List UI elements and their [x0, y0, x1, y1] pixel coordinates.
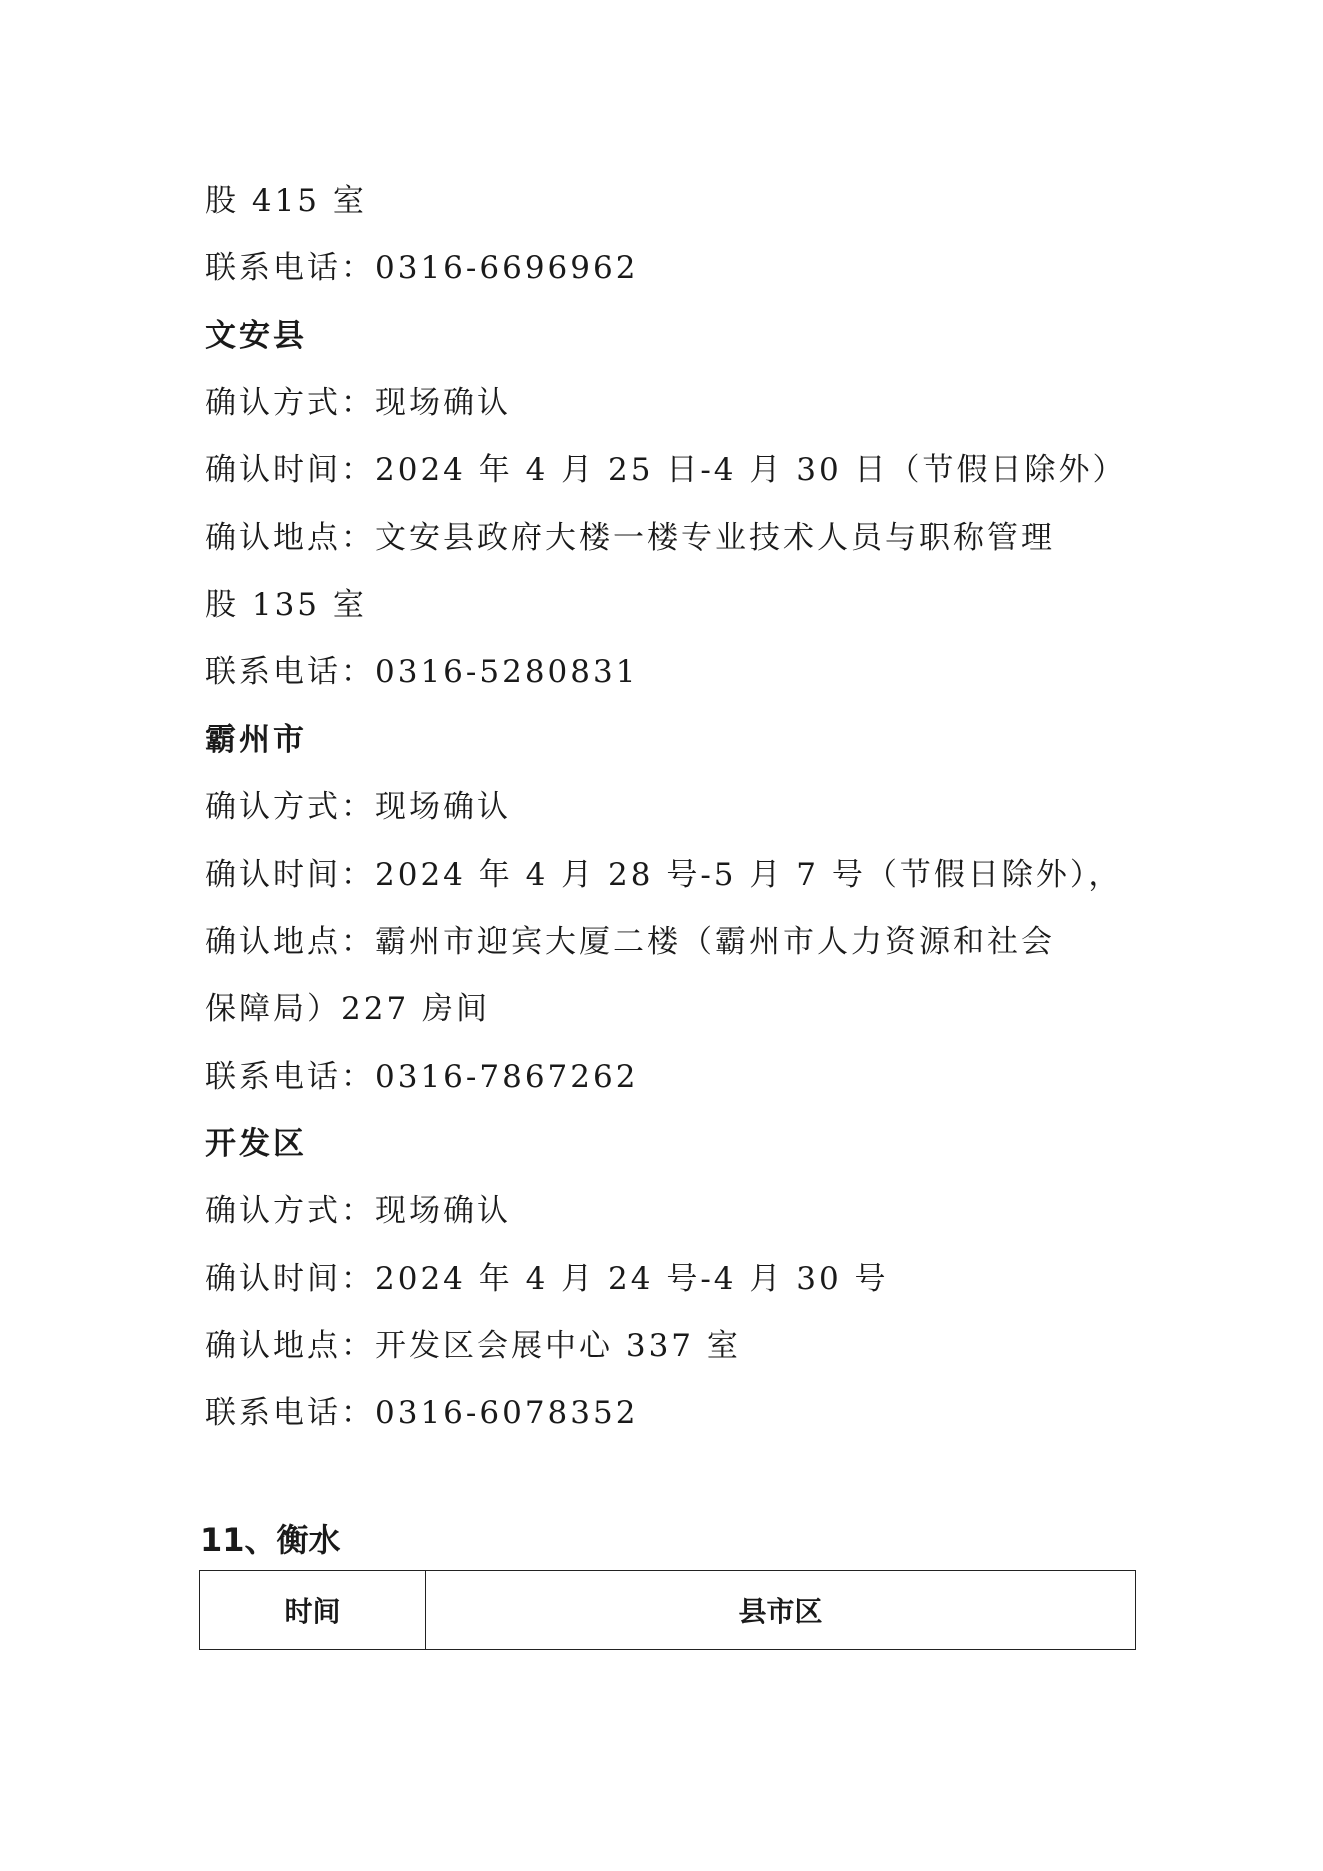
section-title-hengshui: 11、衡水: [200, 1521, 341, 1559]
confirm-location: 确认地点：霸州市迎宾大厦二楼（霸州市人力资源和社会: [205, 924, 1055, 960]
confirm-method: 确认方式：现场确认: [205, 1193, 511, 1229]
confirm-method: 确认方式：现场确认: [205, 385, 511, 421]
county-heading-kaifaqu: 开发区: [205, 1126, 307, 1162]
table-header-district: 县市区: [426, 1571, 1136, 1650]
contact-phone: 联系电话：0316-6078352: [205, 1395, 639, 1431]
confirm-time: 确认时间：2024 年 4 月 28 号-5 月 7 号（节假日除外），: [205, 857, 1123, 893]
schedule-table: [199, 1570, 1136, 1650]
county-heading-wenan: 文安县: [205, 318, 307, 354]
confirm-time: 确认时间：2024 年 4 月 25 日-4 月 30 日（节假日除外）: [205, 452, 1127, 488]
contact-phone: 联系电话：0316-6696962: [205, 250, 639, 286]
confirm-method: 确认方式：现场确认: [205, 789, 511, 825]
contact-phone: 联系电话：0316-7867262: [205, 1059, 639, 1095]
text-line: 股 135 室: [205, 587, 367, 623]
table-header-row: [200, 1571, 1136, 1650]
table-header-time: 时间: [200, 1571, 426, 1650]
confirm-location: 确认地点：文安县政府大楼一楼专业技术人员与职称管理: [205, 520, 1055, 556]
contact-phone: 联系电话：0316-5280831: [205, 654, 639, 690]
confirm-time: 确认时间：2024 年 4 月 24 号-4 月 30 号: [205, 1261, 889, 1297]
confirm-location: 确认地点：开发区会展中心 337 室: [205, 1328, 741, 1364]
county-heading-bazhou: 霸州市: [205, 722, 307, 758]
text-line: 股 415 室: [205, 183, 367, 219]
text-line: 保障局）227 房间: [205, 991, 491, 1027]
